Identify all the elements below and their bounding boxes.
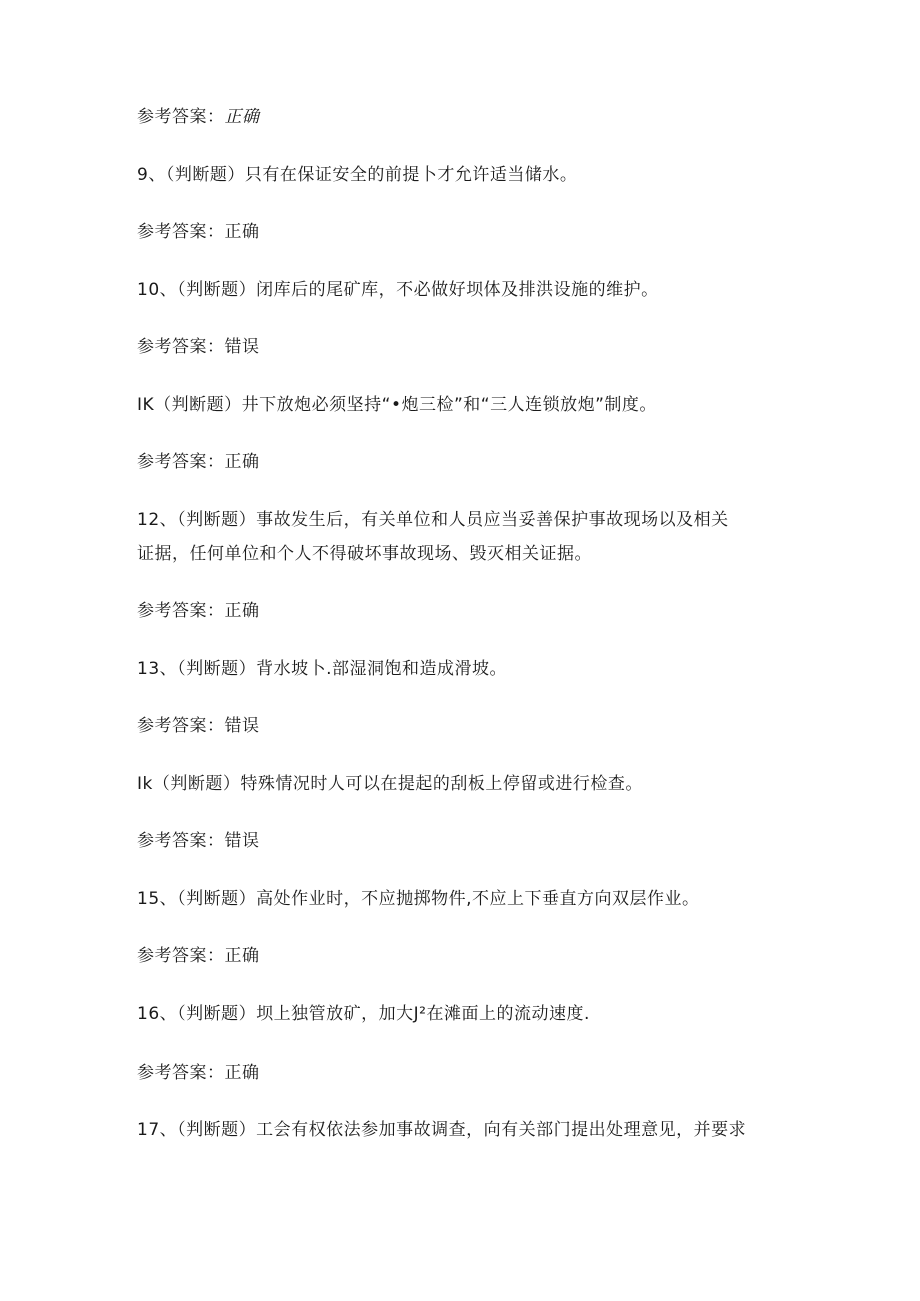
answer-line-11: 参考答案：正确 [137, 452, 260, 472]
question-13: 13、（判断题）背水坡卜.部湿洞饱和造成滑坡。 [137, 659, 508, 679]
answer-line-10: 参考答案：错误 [137, 337, 260, 357]
question-16: 16、（判断题）坝上独管放矿，加大J²在滩面上的流动速度. [137, 1004, 590, 1024]
answer-line-16: 参考答案：正确 [137, 1063, 260, 1083]
answer-line-12: 参考答案：正确 [137, 601, 260, 621]
question-9: 9、（判断题）只有在保证安全的前提卜才允许适当储水。 [137, 165, 578, 185]
answer-label: 参考答案： [137, 107, 225, 127]
question-12: 12、（判断题）事故发生后，有关单位和人员应当妥善保护事故现场以及相关 [137, 510, 729, 530]
answer-line-13: 参考答案：错误 [137, 716, 260, 736]
answer-line-8 [137, 107, 797, 127]
question-14: Ik（判断题）特殊情况时人可以在提起的刮板上停留或进行检查。 [137, 774, 643, 794]
answer-value: 正确 [224, 107, 260, 127]
question-10: 10、（判断题）闭库后的尾矿库，不必做好坝体及排洪设施的维护。 [137, 280, 659, 300]
question-17: 17、（判断题）工会有权依法参加事故调查，向有关部门提出处理意见，并要求 [137, 1120, 747, 1140]
answer-line-15: 参考答案：正确 [137, 946, 260, 966]
question-15: 15、（判断题）高处作业时，不应抛掷物件,不应上下垂直方向双层作业。 [137, 889, 700, 909]
question-11: IK（判断题）井下放炮必须坚持“•炮三检”和“三人连锁放炮”制度。 [137, 395, 657, 415]
question-12-continued: 证据，任何单位和个人不得破坏事故现场、毁灭相关证据。 [137, 544, 592, 564]
answer-line-9: 参考答案：正确 [137, 222, 260, 242]
answer-line-14: 参考答案：错误 [137, 831, 260, 851]
